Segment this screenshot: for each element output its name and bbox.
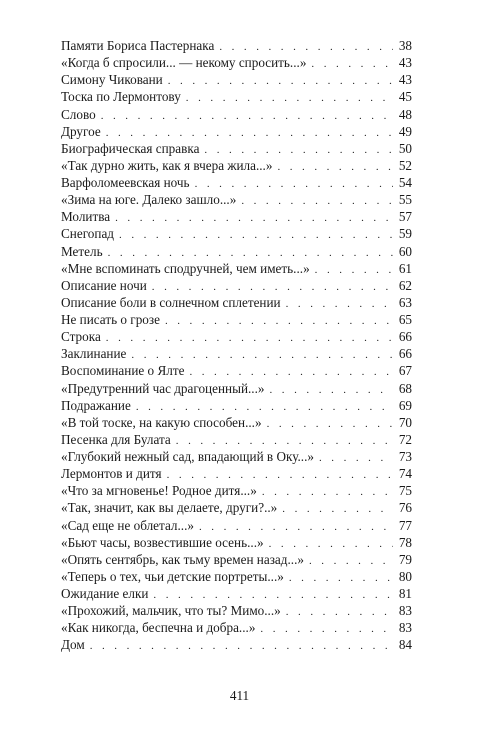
dot-leader bbox=[282, 501, 393, 516]
toc-entry-page: 80 bbox=[398, 568, 412, 584]
toc-entry-page: 49 bbox=[398, 123, 412, 139]
toc-entry-title: Ожидание елки bbox=[61, 586, 149, 601]
toc-entry-title: «Сад еще не облетал...» bbox=[61, 517, 194, 533]
toc-entry-title: «В той тоске, на какую способен...» bbox=[61, 414, 262, 430]
toc-entry bbox=[61, 157, 412, 174]
dot-leader bbox=[204, 142, 393, 157]
toc-entry-page: 43 bbox=[398, 55, 412, 71]
toc-entry-page: 66 bbox=[398, 346, 412, 362]
toc-entry-page: 60 bbox=[398, 243, 412, 259]
toc-entry-page: 65 bbox=[398, 312, 412, 327]
toc-entry-title: Описание ночи bbox=[61, 277, 147, 293]
toc-entry bbox=[61, 397, 412, 414]
toc-entry-title: Описание боли в солнечном сплетении bbox=[61, 294, 281, 310]
toc-entry-title: «Бьют часы, возвестившие осень...» bbox=[61, 534, 264, 550]
toc-entry-page: 83 bbox=[398, 603, 412, 619]
dot-leader bbox=[176, 433, 393, 448]
toc-entry bbox=[61, 448, 412, 465]
dot-leader bbox=[269, 536, 393, 551]
dot-leader bbox=[106, 125, 393, 140]
toc-entry-page: 66 bbox=[398, 329, 412, 345]
toc-entry bbox=[61, 54, 412, 71]
toc-entry-page: 61 bbox=[398, 260, 412, 276]
dot-leader bbox=[101, 108, 393, 123]
toc-entry-title: Заклинание bbox=[61, 346, 127, 362]
toc-entry-title: Лермонтов и дитя bbox=[61, 466, 162, 482]
toc-entry bbox=[61, 123, 412, 140]
toc-entry-page: 70 bbox=[398, 414, 412, 430]
toc-entry-page: 68 bbox=[398, 380, 412, 396]
dot-leader bbox=[119, 227, 393, 242]
toc-entry bbox=[61, 328, 412, 345]
toc-entry-title: «Прохожий, мальчик, что ты? Мимо...» bbox=[61, 603, 281, 619]
dot-leader bbox=[165, 313, 393, 328]
toc-entry-title: Молитва bbox=[61, 209, 111, 225]
toc-entry-page: 57 bbox=[398, 209, 412, 225]
dot-leader bbox=[153, 587, 393, 602]
dot-leader bbox=[311, 56, 393, 71]
toc-entry-title: «Мне вспоминать сподручней, чем иметь...» bbox=[61, 260, 310, 276]
toc-entry bbox=[61, 174, 412, 191]
toc-entry-page: 72 bbox=[398, 431, 412, 447]
toc-entry-title: Строка bbox=[61, 329, 101, 345]
toc-entry bbox=[61, 311, 412, 328]
toc-entry bbox=[61, 534, 412, 551]
toc-entry-page: 77 bbox=[398, 517, 412, 533]
toc-entry bbox=[61, 71, 412, 88]
dot-leader bbox=[219, 39, 393, 54]
dot-leader bbox=[289, 570, 393, 585]
toc-entry bbox=[61, 140, 412, 157]
toc-entry-page: 78 bbox=[398, 534, 412, 550]
toc-entry bbox=[61, 277, 412, 294]
toc-entry-page: 63 bbox=[398, 294, 412, 310]
toc-entry-title: «Глубокий нежный сад, впадающий в Оку...» bbox=[61, 449, 314, 464]
toc-entry-page: 52 bbox=[398, 157, 412, 173]
toc-entry-title: Слово bbox=[61, 106, 96, 122]
toc-entry-title: Тоска по Лермонтову bbox=[61, 89, 181, 105]
dot-leader bbox=[286, 604, 393, 619]
toc-entry bbox=[61, 191, 412, 208]
dot-leader bbox=[309, 553, 393, 568]
toc-entry-title: «Предутренний час драгоценный...» bbox=[61, 380, 265, 396]
dot-leader bbox=[167, 467, 393, 482]
toc-entry-title: «Так дурно жить, как я вчера жила...» bbox=[61, 157, 273, 173]
toc-entry-page: 45 bbox=[398, 89, 412, 105]
toc-entry bbox=[61, 260, 412, 277]
toc-entry-title: «Что за мгновенье! Родное дитя...» bbox=[61, 483, 257, 499]
toc-entry bbox=[61, 362, 412, 379]
toc-entry-title: Симону Чиковани bbox=[61, 72, 163, 88]
toc-entry-title: Дом bbox=[61, 637, 85, 653]
toc-entry bbox=[61, 636, 412, 653]
toc-entry bbox=[61, 431, 412, 448]
toc-entry-page: 69 bbox=[398, 397, 412, 413]
toc-entry-page: 73 bbox=[398, 449, 412, 464]
toc-entry bbox=[61, 568, 412, 585]
dot-leader bbox=[315, 262, 393, 277]
toc-entry-page: 43 bbox=[398, 72, 412, 88]
toc-entry-page: 74 bbox=[398, 466, 412, 482]
toc-entry-title: «Теперь о тех, чьи детские портреты...» bbox=[61, 568, 284, 584]
dot-leader bbox=[277, 159, 393, 174]
toc-entry-page: 83 bbox=[398, 620, 412, 636]
dot-leader bbox=[136, 399, 393, 414]
dot-leader bbox=[286, 296, 393, 311]
toc-entry-title: «Как никогда, беспечна и добра...» bbox=[61, 620, 256, 636]
toc-entry-page: 75 bbox=[398, 483, 412, 499]
toc-entry-page: 62 bbox=[398, 277, 412, 293]
toc-entry bbox=[61, 345, 412, 362]
dot-leader bbox=[267, 416, 393, 431]
toc-entry bbox=[61, 380, 412, 397]
toc-entry bbox=[61, 243, 412, 260]
toc-entry-title: «Так, значит, как вы делаете, други?..» bbox=[61, 500, 278, 516]
page-number: 411 bbox=[229, 688, 250, 703]
toc-entry-page: 67 bbox=[398, 363, 412, 379]
toc-entry bbox=[61, 499, 412, 516]
toc-entry-page: 55 bbox=[398, 192, 412, 208]
dot-leader bbox=[189, 364, 393, 379]
dot-leader bbox=[270, 382, 394, 397]
dot-leader bbox=[260, 621, 393, 636]
toc-entry bbox=[61, 602, 412, 619]
toc-entry-title: Варфоломеевская ночь bbox=[61, 175, 190, 190]
toc-entry bbox=[61, 414, 412, 431]
dot-leader bbox=[186, 90, 393, 105]
toc-entry-title: «Опять сентябрь, как тьму времен назад...» bbox=[61, 551, 304, 567]
dot-leader bbox=[199, 519, 393, 534]
dot-leader bbox=[131, 347, 393, 362]
dot-leader bbox=[152, 279, 393, 294]
toc-entry-title: Снегопад bbox=[61, 226, 115, 242]
toc-entry-title: Воспоминание о Ялте bbox=[61, 363, 185, 379]
toc-entry-page: 76 bbox=[398, 500, 412, 516]
toc-entry bbox=[61, 225, 412, 242]
toc-entry bbox=[61, 106, 412, 123]
toc-entry-page: 81 bbox=[398, 586, 412, 601]
dot-leader bbox=[241, 193, 393, 208]
toc-entry-title: Памяти Бориса Пастернака bbox=[61, 38, 215, 53]
toc-entry bbox=[61, 37, 412, 54]
toc-entry bbox=[61, 208, 412, 225]
toc-entry bbox=[61, 465, 412, 482]
toc-entry-page: 59 bbox=[398, 226, 412, 242]
dot-leader bbox=[115, 210, 393, 225]
toc-entry-title: Биографическая справка bbox=[61, 140, 200, 156]
toc-entry-page: 79 bbox=[398, 551, 412, 567]
table-of-contents bbox=[61, 37, 412, 654]
toc-entry-title: «Зима на юге. Далеко зашло...» bbox=[61, 192, 237, 208]
toc-entry-title: Другое bbox=[61, 123, 101, 139]
toc-entry bbox=[61, 551, 412, 568]
toc-entry-page: 50 bbox=[398, 140, 412, 156]
toc-entry bbox=[61, 517, 412, 534]
toc-entry-page: 48 bbox=[398, 106, 412, 122]
toc-entry bbox=[61, 88, 412, 105]
toc-entry-page: 54 bbox=[398, 175, 412, 190]
toc-entry bbox=[61, 585, 412, 602]
toc-entry bbox=[61, 294, 412, 311]
dot-leader bbox=[108, 245, 393, 260]
toc-entry bbox=[61, 619, 412, 636]
toc-entry-title: «Когда б спросили... — некому спросить...» bbox=[61, 55, 307, 71]
dot-leader bbox=[262, 484, 393, 499]
toc-entry-title: Не писать о грозе bbox=[61, 312, 160, 327]
toc-entry-title: Метель bbox=[61, 243, 103, 259]
toc-entry-page: 38 bbox=[398, 38, 412, 53]
toc-entry-page: 84 bbox=[398, 637, 412, 653]
dot-leader bbox=[168, 73, 393, 88]
dot-leader bbox=[90, 638, 393, 653]
toc-entry-title: Подражание bbox=[61, 397, 131, 413]
toc-entry bbox=[61, 482, 412, 499]
dot-leader bbox=[106, 330, 393, 345]
dot-leader bbox=[319, 450, 393, 465]
dot-leader bbox=[195, 176, 393, 191]
toc-entry-title: Песенка для Булата bbox=[61, 431, 171, 447]
